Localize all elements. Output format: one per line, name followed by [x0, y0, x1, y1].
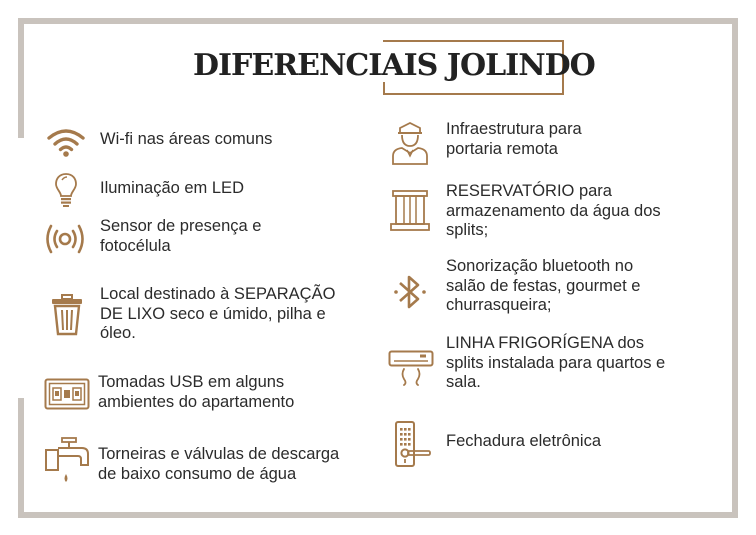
air-conditioner-icon — [388, 350, 434, 386]
doorman-icon — [390, 120, 430, 166]
feature-waste-text: Local destinado à SEPARAÇÃO DE LIXO seco e úmido, pilha e óleo. — [100, 285, 336, 342]
wifi-icon — [46, 126, 86, 158]
usb-outlet-icon — [44, 378, 90, 410]
title-box-left — [383, 82, 385, 95]
feature-led-text: Iluminação em LED — [100, 179, 244, 197]
feature-doorman-text: Infraestrutura para portaria remota — [446, 120, 582, 158]
frame-bottom — [18, 512, 738, 518]
feature-reservoir-text: RESERVATÓRIO para armazenamento da água dos splits; — [446, 182, 661, 239]
faucet-icon — [44, 436, 90, 486]
page-title: DIFERENCIAIS JOLINDO — [193, 48, 595, 83]
feature-lock-text: Fechadura eletrônica — [446, 432, 602, 450]
light-bulb-icon — [54, 172, 78, 208]
feature-usb-text: Tomadas USB em alguns ambientes do apartamento — [98, 373, 295, 411]
feature-bluetooth-text: Sonorização bluetooth no salão de festas, gourmet e churrasqueira; — [446, 257, 641, 314]
frame-left-top — [18, 18, 24, 138]
electronic-lock-icon — [394, 420, 432, 470]
feature-faucet-text: Torneiras e válvulas de descarga de baixo consumo de água — [98, 445, 340, 483]
frame-left-bottom — [18, 398, 24, 518]
title-box-bottom — [383, 93, 564, 95]
feature-refrigerant-text: LINHA FRIGORÍGENA dos splits instalada para quartos e sala. — [446, 334, 666, 391]
frame-top — [18, 18, 738, 24]
feature-wifi-text: Wi-fi nas áreas comuns — [100, 130, 273, 148]
presence-sensor-icon — [44, 222, 86, 256]
water-tank-icon — [390, 190, 430, 232]
trash-can-icon — [50, 294, 84, 336]
feature-sensor-text: Sensor de presença e fotocélula — [100, 217, 262, 255]
frame-right — [732, 18, 738, 518]
title-box-top — [383, 40, 564, 42]
bluetooth-icon — [392, 272, 428, 312]
